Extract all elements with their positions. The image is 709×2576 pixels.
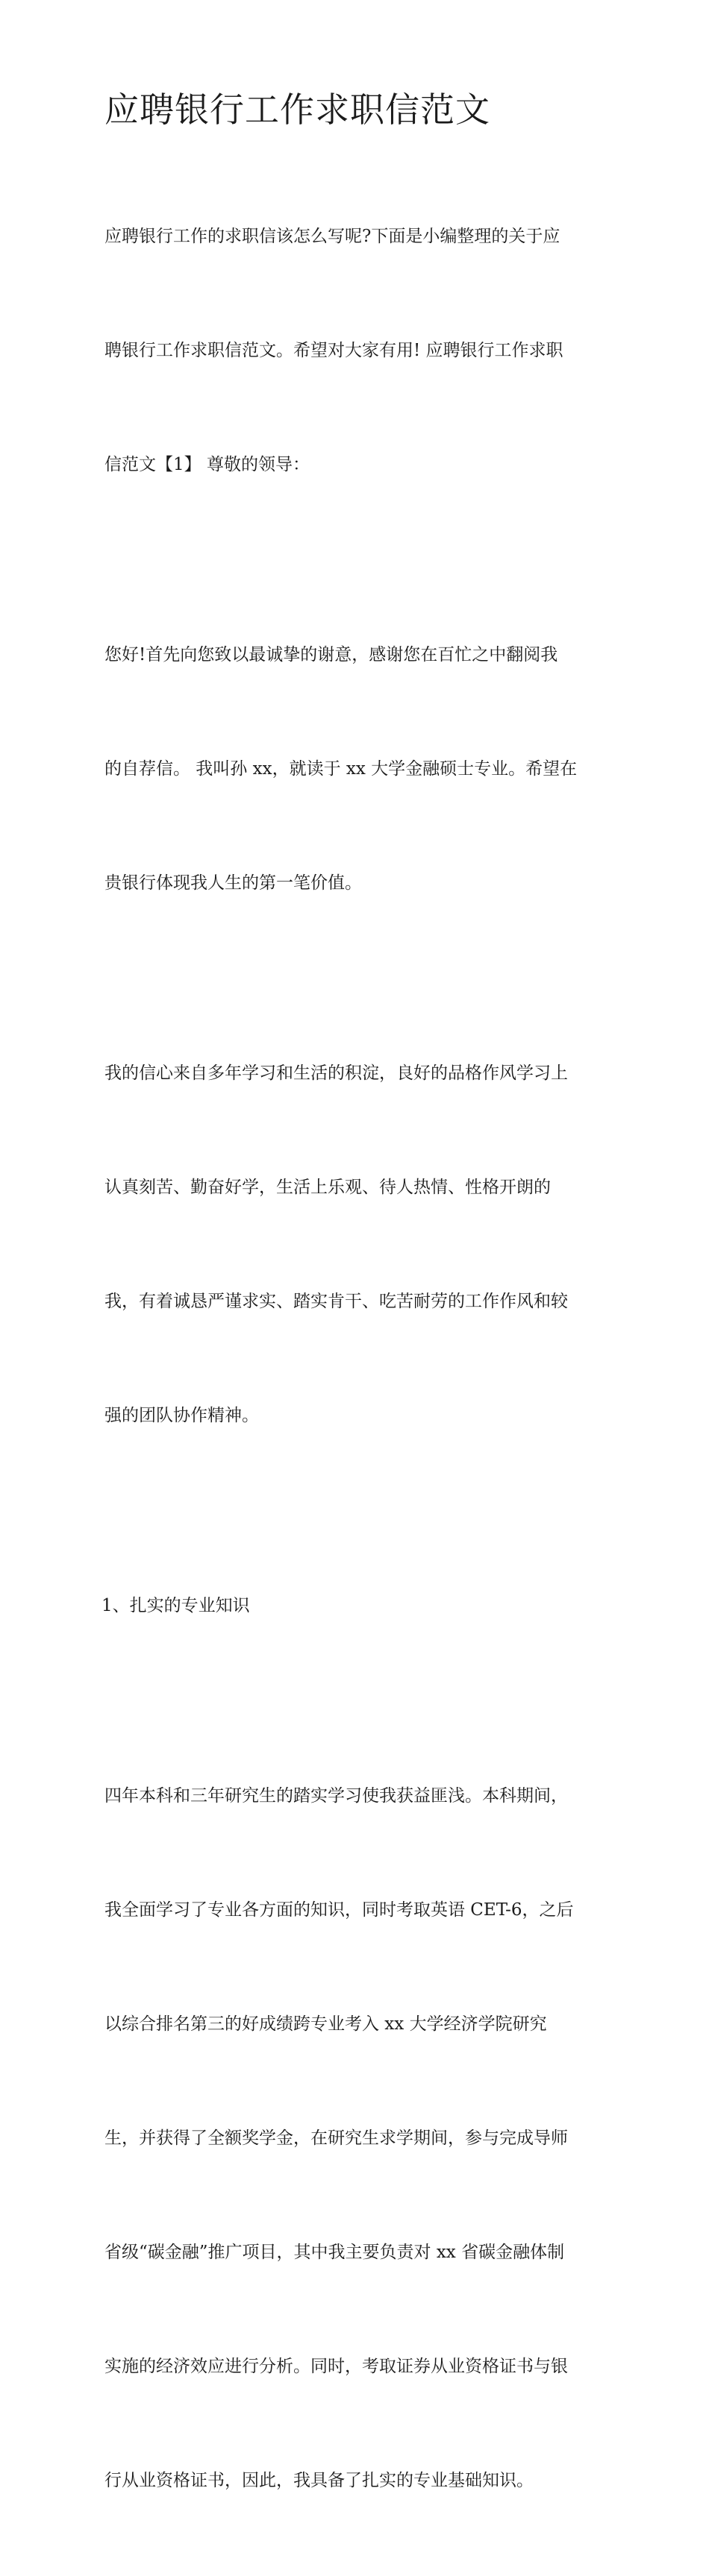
document-page xyxy=(101,84,612,2576)
confidence-paragraph xyxy=(104,978,612,1511)
section-heading-text: 1、扎实的专业知识 xyxy=(101,1596,250,1615)
paragraph-line: 我的信心来自多年学习和生活的积淀，良好的品格作风学习上 xyxy=(104,1064,568,1083)
paragraph-line: 四年本科和三年研究生的踏实学习使我获益匪浅。本科期间， xyxy=(104,1786,568,1806)
section-heading xyxy=(101,1511,612,1701)
paragraph-line: 您好!首先向您致以最诚挚的谢意，感谢您在百忙之中翻阅我 xyxy=(104,645,558,665)
paragraph-line: 我全面学习了专业各方面的知识，同时考取英语 CET-6，之后 xyxy=(104,1900,574,1920)
paragraph-line: 认真刻苦、勤奋好学，生活上乐观、待人热情、性格开朗的 xyxy=(104,1178,551,1197)
paragraph-line: 的自荐信。 我叫孙 xx，就读于 xx 大学金融硕士专业。希望在 xyxy=(104,759,578,779)
intro-paragraph xyxy=(104,142,612,560)
greeting-paragraph xyxy=(104,560,612,978)
paragraph-line: 行从业资格证书，因此，我具备了扎实的专业基础知识。 xyxy=(104,2471,534,2490)
document-title: 应聘银行工作求职信范文 xyxy=(104,89,490,130)
paragraph-line: 实施的经济效应进行分析。同时，考取证券从业资格证书与银 xyxy=(104,2357,568,2376)
intro-line: 信范文【1】 尊敬的领导： xyxy=(104,455,310,474)
paragraph-line: 省级“碳金融”推广项目，其中我主要负责对 xx 省碳金融体制 xyxy=(104,2243,565,2262)
paragraph-line: 我，有着诚恳严谨求实、踏实肯干、吃苦耐劳的工作作风和较 xyxy=(104,1292,568,1311)
paragraph-line: 以综合排名第三的好成绩跨专业考入 xx 大学经济学院研究 xyxy=(104,2014,547,2034)
knowledge-paragraph xyxy=(104,1701,612,2576)
paragraph-line: 生，并获得了全额奖学金，在研究生求学期间，参与完成导师 xyxy=(104,2129,568,2148)
intro-line: 应聘银行工作的求职信该怎么写呢?下面是小编整理的关于应 xyxy=(104,227,560,246)
paragraph-line: 贵银行体现我人生的第一笔价值。 xyxy=(104,873,362,893)
paragraph-line: 强的团队协作精神。 xyxy=(104,1406,259,1425)
intro-line: 聘银行工作求职信范文。希望对大家有用! 应聘银行工作求职 xyxy=(104,341,563,360)
